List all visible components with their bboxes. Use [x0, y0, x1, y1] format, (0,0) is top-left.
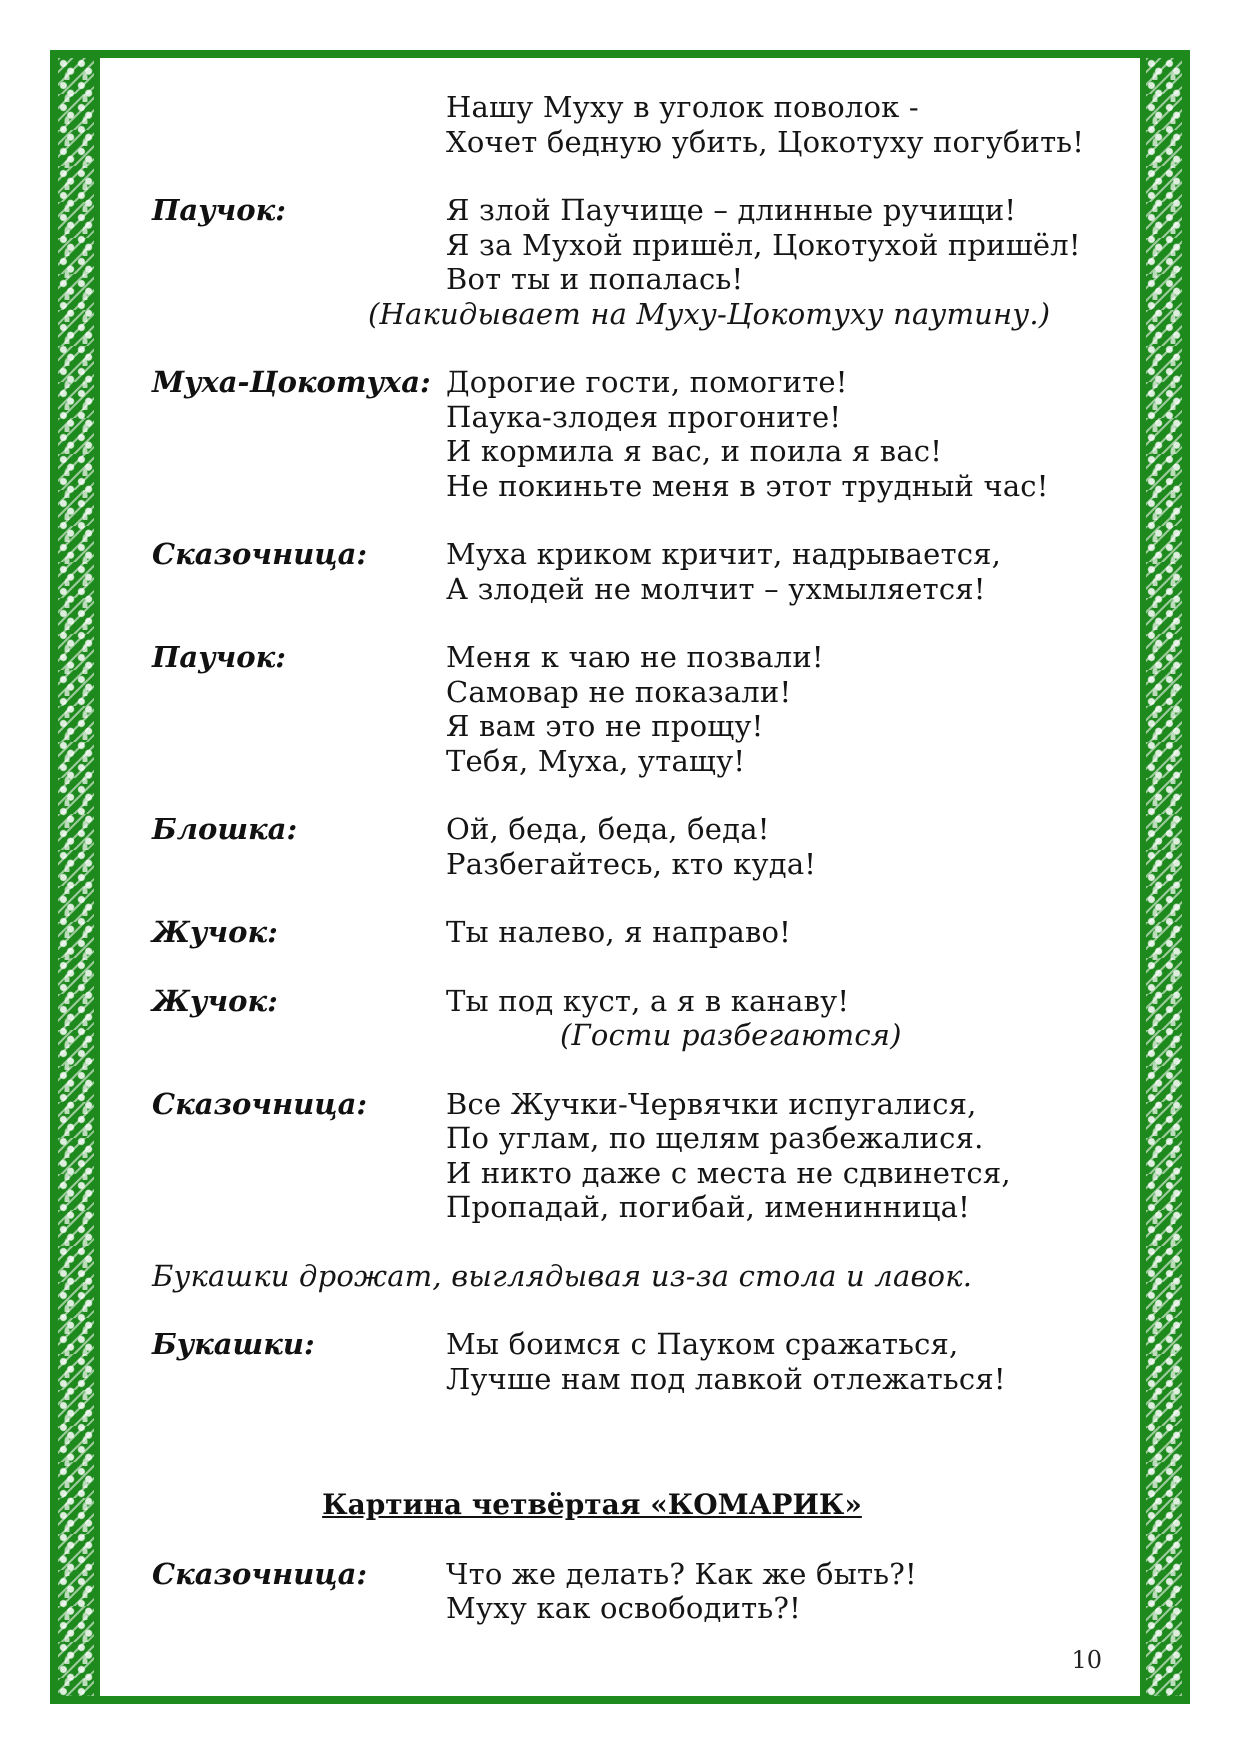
speaker-name: Муха-Цокотуха: — [152, 365, 431, 399]
script-entry — [152, 1087, 1092, 1225]
verse-line: И никто даже с места не сдвинется, — [446, 1155, 1011, 1190]
script-text — [152, 90, 1092, 1626]
verse-line: Самовар не показали! — [446, 674, 792, 709]
speaker-name: Паучок: — [152, 640, 286, 674]
verse-line: Муха криком кричит, надрывается, — [446, 537, 1002, 571]
ornament-border-right — [1146, 58, 1182, 1696]
verse-line: Все Жучки-Червячки испугалися, — [446, 1086, 977, 1121]
verse-line: Я за Мухой пришёл, Цокотухой пришёл! — [446, 227, 1081, 262]
speaker-name: Жучок: — [152, 983, 278, 1018]
script-entry — [152, 90, 1092, 159]
verse-line: Муху как освободить?! — [446, 1591, 801, 1625]
verse-line: Тебя, Муха, утащу! — [446, 743, 746, 778]
speaker-name: Букашки: — [152, 1327, 315, 1361]
script-entry — [152, 640, 1092, 778]
verse-line: А злодей не молчит – ухмыляется! — [446, 571, 986, 606]
speaker-name: Сказочница: — [152, 1556, 368, 1591]
speaker-name: Сказочница: — [152, 1086, 368, 1121]
verse-line: Меня к чаю не позвали! — [446, 640, 824, 674]
script-entry — [152, 1557, 1092, 1626]
verse-line: Мы боимся с Пауком сражаться, — [446, 1327, 959, 1361]
verse-line: По углам, по щелям разбежалися. — [446, 1121, 984, 1155]
script-entry — [152, 365, 1092, 503]
ornament-border-left — [58, 58, 94, 1696]
verse-line: Я вам это не прощу! — [446, 709, 764, 743]
stage-direction: (Накидывает на Муху-Цокотуху паутину.) — [368, 296, 1051, 331]
stage-direction: Букашки дрожат, выглядывая из-за стола и лавок. — [152, 1258, 973, 1293]
script-entry — [152, 1327, 1092, 1396]
verse-line: Паука-злодея прогоните! — [446, 399, 842, 434]
speaker-name: Сказочница: — [152, 537, 368, 571]
scene-heading: Картина четвёртая «КОМАРИК» — [322, 1488, 862, 1521]
verse-line: Не покиньте меня в этот трудный час! — [446, 468, 1049, 503]
script-entry — [152, 537, 1092, 606]
script-entry — [152, 915, 1092, 950]
verse-line: Нашу Муху в уголок поволок - — [446, 90, 919, 124]
speaker-name: Паучок: — [152, 193, 286, 227]
page-number: 10 — [1071, 1646, 1102, 1674]
verse-line: Лучше нам под лавкой отлежаться! — [446, 1361, 1006, 1396]
verse-line: Ты под куст, а я в канаву! — [446, 983, 850, 1018]
script-entry — [152, 812, 1092, 881]
verse-line: Я злой Паучище – длинные ручищи! — [446, 193, 1017, 227]
verse-line: Ой, беда, беда, беда! — [446, 812, 770, 846]
verse-line: Дорогие гости, помогите! — [446, 365, 848, 399]
verse-line: Пропадай, погибай, именинница! — [446, 1190, 970, 1224]
speaker-name: Блошка: — [152, 812, 298, 846]
verse-line: Вот ты и попалась! — [446, 262, 744, 296]
verse-line: И кормила я вас, и поила я вас! — [446, 434, 943, 468]
script-entry — [152, 193, 1092, 331]
verse-line: Хочет бедную убить, Цокотуху погубить! — [446, 124, 1085, 159]
verse-line: Разбегайтесь, кто куда! — [446, 846, 817, 881]
script-entry — [152, 984, 1092, 1053]
verse-line: Ты налево, я направо! — [446, 915, 792, 949]
speaker-name: Жучок: — [152, 915, 278, 949]
verse-line: Что же делать? Как же быть?! — [446, 1556, 917, 1591]
stage-direction: (Гости разбегаются) — [560, 1018, 902, 1052]
